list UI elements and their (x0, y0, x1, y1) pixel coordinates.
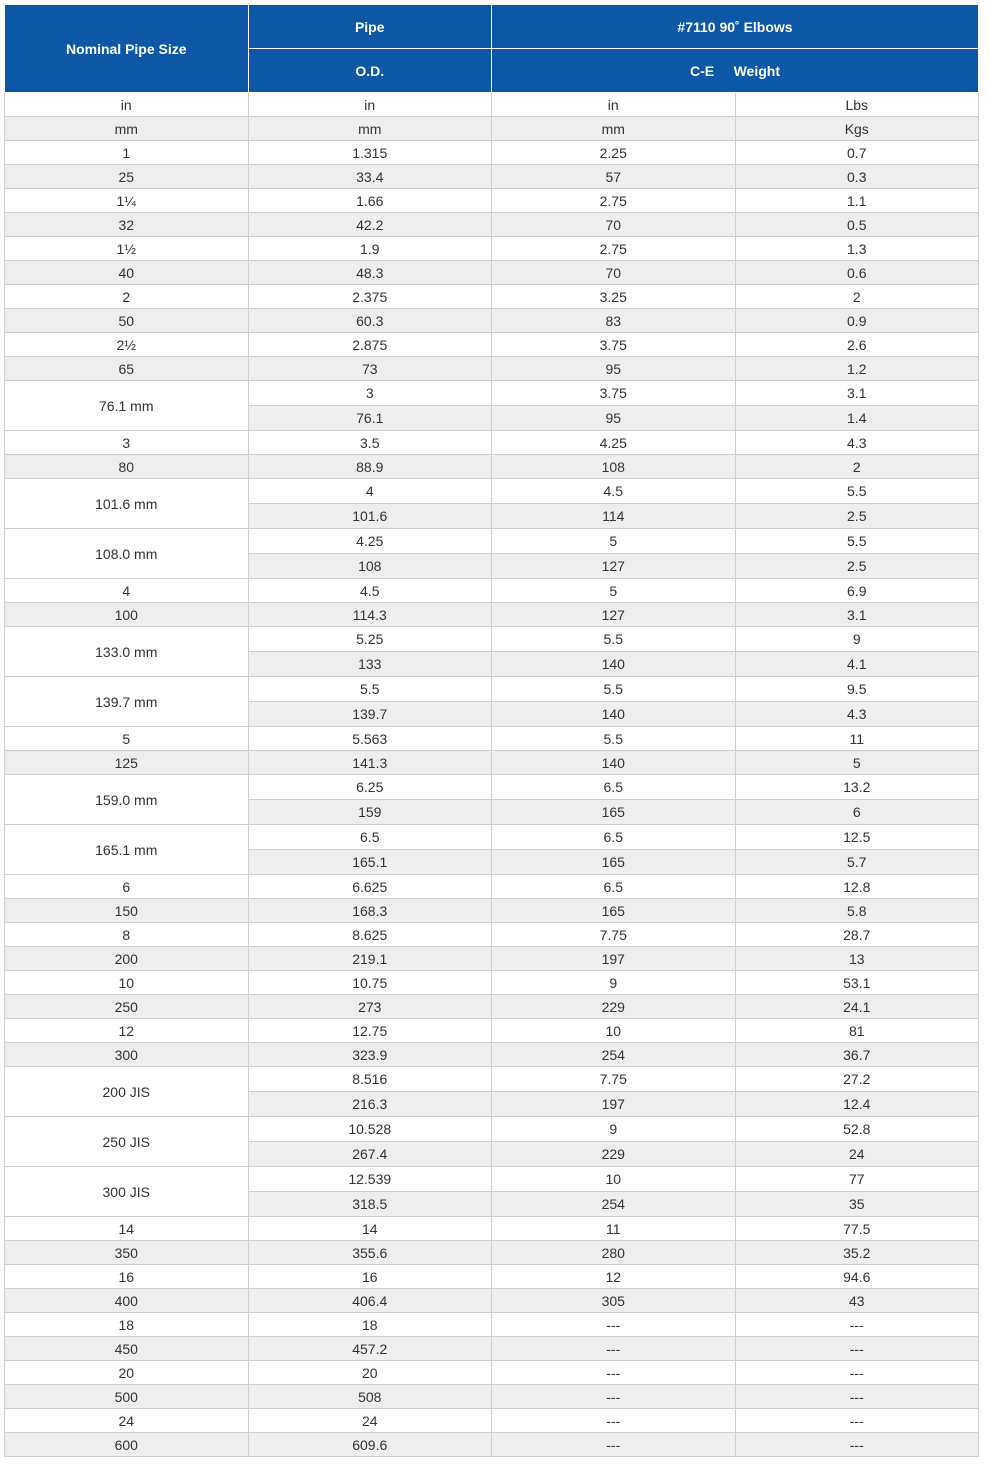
table-cell: --- (492, 1409, 736, 1433)
table-cell: 0.6 (735, 261, 979, 285)
table-cell: 4.3 (735, 431, 979, 455)
table-cell: 6 (5, 875, 249, 899)
table-cell: 8 (5, 923, 249, 947)
table-cell: 133.0 mm (5, 627, 249, 677)
table-cell: 3.1 (735, 603, 979, 627)
table-cell: 4.25 (248, 529, 492, 554)
table-row (5, 1241, 979, 1265)
table-cell: 159.0 mm (5, 775, 249, 825)
table-cell: 108 (492, 455, 736, 479)
table-row (5, 1117, 979, 1142)
table-cell: 18 (5, 1313, 249, 1337)
table-cell: 13 (735, 947, 979, 971)
header-nominal-pipe-size: Nominal Pipe Size (5, 5, 249, 93)
table-cell: 4.5 (248, 579, 492, 603)
table-cell: 100 (5, 603, 249, 627)
table-cell: 32 (5, 213, 249, 237)
table-cell: 5 (5, 727, 249, 751)
table-cell: 35 (735, 1192, 979, 1217)
table-cell: --- (735, 1313, 979, 1337)
table-row (5, 727, 979, 751)
table-cell: 2½ (5, 333, 249, 357)
table-cell: 94.6 (735, 1265, 979, 1289)
table-cell: 108 (248, 554, 492, 579)
table-cell: 165 (492, 850, 736, 875)
table-cell: 114.3 (248, 603, 492, 627)
table-row (5, 309, 979, 333)
table-row (5, 237, 979, 261)
table-cell: 20 (5, 1361, 249, 1385)
table-cell: 6.625 (248, 875, 492, 899)
table-cell: 457.2 (248, 1337, 492, 1361)
table-cell: 52.8 (735, 1117, 979, 1142)
table-cell: 273 (248, 995, 492, 1019)
header-pipe: Pipe (248, 5, 492, 49)
table-cell: --- (735, 1337, 979, 1361)
table-cell: 280 (492, 1241, 736, 1265)
table-cell: 11 (492, 1217, 736, 1241)
table-row (5, 775, 979, 800)
table-cell: 12.5 (735, 825, 979, 850)
table-cell: 1½ (5, 237, 249, 261)
table-row (5, 357, 979, 381)
table-cell: --- (492, 1385, 736, 1409)
table-cell: 4 (248, 479, 492, 504)
table-cell: 95 (492, 406, 736, 431)
table-row (5, 381, 979, 406)
table-cell: 101.6 mm (5, 479, 249, 529)
table-cell: 9 (492, 971, 736, 995)
table-cell: 16 (248, 1265, 492, 1289)
table-cell: 12 (5, 1019, 249, 1043)
table-cell: --- (492, 1313, 736, 1337)
table-cell: 300 JIS (5, 1167, 249, 1217)
table-cell: 24 (248, 1409, 492, 1433)
table-cell: 11 (735, 727, 979, 751)
table-cell: 165 (492, 800, 736, 825)
table-cell: 10.528 (248, 1117, 492, 1142)
table-cell: 4.5 (492, 479, 736, 504)
table-cell: 197 (492, 947, 736, 971)
table-cell: 2 (735, 455, 979, 479)
table-cell: 254 (492, 1192, 736, 1217)
table-cell: 10 (5, 971, 249, 995)
table-cell: 133 (248, 652, 492, 677)
table-row (5, 995, 979, 1019)
table-cell: 2.6 (735, 333, 979, 357)
table-cell: 77.5 (735, 1217, 979, 1241)
table-cell: 165.1 (248, 850, 492, 875)
table-cell: 229 (492, 995, 736, 1019)
table-row (5, 1217, 979, 1241)
table-cell: 6.9 (735, 579, 979, 603)
table-cell: 229 (492, 1142, 736, 1167)
table-cell: 3.1 (735, 381, 979, 406)
table-cell: 9 (492, 1117, 736, 1142)
table-row (5, 165, 979, 189)
table-row (5, 529, 979, 554)
table-row (5, 189, 979, 213)
table-cell: 6 (735, 800, 979, 825)
table-cell: 10 (492, 1167, 736, 1192)
table-cell: --- (492, 1361, 736, 1385)
table-cell: 2.25 (492, 141, 736, 165)
table-cell: in (248, 93, 492, 117)
table-cell: Lbs (735, 93, 979, 117)
table-row (5, 677, 979, 702)
table-cell: mm (5, 117, 249, 141)
table-cell: 2.75 (492, 237, 736, 261)
table-cell: 400 (5, 1289, 249, 1313)
table-cell: 5.25 (248, 627, 492, 652)
table-cell: 125 (5, 751, 249, 775)
table-cell: 2 (5, 285, 249, 309)
table-cell: 35.2 (735, 1241, 979, 1265)
table-cell: 2.5 (735, 504, 979, 529)
table-row (5, 431, 979, 455)
table-cell: 5 (492, 529, 736, 554)
header-ce: C-E (690, 62, 715, 79)
header-weight: Weight (733, 62, 780, 79)
table-cell: 114 (492, 504, 736, 529)
table-cell: 12.4 (735, 1092, 979, 1117)
table-cell: 57 (492, 165, 736, 189)
table-cell: 140 (492, 702, 736, 727)
table-row (5, 141, 979, 165)
table-cell: 24 (5, 1409, 249, 1433)
table-cell: 7.75 (492, 923, 736, 947)
table-cell: Kgs (735, 117, 979, 141)
table-cell: 5.7 (735, 850, 979, 875)
table-cell: 508 (248, 1385, 492, 1409)
table-cell: 250 (5, 995, 249, 1019)
table-cell: 140 (492, 652, 736, 677)
table-cell: 14 (5, 1217, 249, 1241)
table-cell: 12 (492, 1265, 736, 1289)
table-cell: 5.5 (248, 677, 492, 702)
table-cell: 4.25 (492, 431, 736, 455)
table-cell: mm (248, 117, 492, 141)
table-cell: 65 (5, 357, 249, 381)
table-cell: 5.8 (735, 899, 979, 923)
table-row (5, 579, 979, 603)
table-cell: 350 (5, 1241, 249, 1265)
table-cell: 24.1 (735, 995, 979, 1019)
table-cell: 141.3 (248, 751, 492, 775)
table-cell: --- (735, 1433, 979, 1457)
table-cell: 305 (492, 1289, 736, 1313)
table-cell: 7.75 (492, 1067, 736, 1092)
table-cell: 1.2 (735, 357, 979, 381)
table-cell: 2.875 (248, 333, 492, 357)
table-cell: 20 (248, 1361, 492, 1385)
header-od: O.D. (248, 49, 492, 93)
table-cell: 9.5 (735, 677, 979, 702)
table-cell: 165.1 mm (5, 825, 249, 875)
table-cell: 76.1 mm (5, 381, 249, 431)
table-cell: 267.4 (248, 1142, 492, 1167)
table-cell: 4.3 (735, 702, 979, 727)
table-cell: 83 (492, 309, 736, 333)
table-cell: 43 (735, 1289, 979, 1313)
table-row (5, 1043, 979, 1067)
table-cell: 139.7 mm (5, 677, 249, 727)
table-cell: 25 (5, 165, 249, 189)
table-cell: 81 (735, 1019, 979, 1043)
table-row (5, 479, 979, 504)
table-row (5, 285, 979, 309)
table-row (5, 627, 979, 652)
table-cell: 5.5 (735, 529, 979, 554)
table-cell: 3.25 (492, 285, 736, 309)
table-row (5, 261, 979, 285)
table-row (5, 1019, 979, 1043)
table-row (5, 1385, 979, 1409)
table-row (5, 1289, 979, 1313)
table-cell: 3.5 (248, 431, 492, 455)
table-cell: 42.2 (248, 213, 492, 237)
table-cell: 5.5 (735, 479, 979, 504)
table-cell: 1.9 (248, 237, 492, 261)
table-cell: 12.75 (248, 1019, 492, 1043)
table-cell: 33.4 (248, 165, 492, 189)
table-cell: 2.375 (248, 285, 492, 309)
table-cell: 600 (5, 1433, 249, 1457)
table-cell: 6.5 (492, 775, 736, 800)
table-cell: 165 (492, 899, 736, 923)
table-body (5, 93, 979, 1457)
table-cell: 2.5 (735, 554, 979, 579)
table-cell: 219.1 (248, 947, 492, 971)
table-cell: 10.75 (248, 971, 492, 995)
table-row (5, 1361, 979, 1385)
table-cell: 12.8 (735, 875, 979, 899)
table-row (5, 751, 979, 775)
table-cell: 10 (492, 1019, 736, 1043)
table-row (5, 923, 979, 947)
table-cell: 250 JIS (5, 1117, 249, 1167)
table-cell: 1.3 (735, 237, 979, 261)
table-row (5, 947, 979, 971)
table-row (5, 603, 979, 627)
table-cell: 36.7 (735, 1043, 979, 1067)
table-cell: 1.315 (248, 141, 492, 165)
table-cell: 13.2 (735, 775, 979, 800)
table-row (5, 1067, 979, 1092)
table-cell: 355.6 (248, 1241, 492, 1265)
table-cell: 6.25 (248, 775, 492, 800)
table-cell: 1.4 (735, 406, 979, 431)
table-cell: 5.563 (248, 727, 492, 751)
table-cell: 27.2 (735, 1067, 979, 1092)
table-cell: 2.75 (492, 189, 736, 213)
table-row (5, 1409, 979, 1433)
table-cell: 28.7 (735, 923, 979, 947)
table-cell: 5 (735, 751, 979, 775)
table-cell: 18 (248, 1313, 492, 1337)
table-cell: 127 (492, 554, 736, 579)
table-cell: 53.1 (735, 971, 979, 995)
table-cell: 216.3 (248, 1092, 492, 1117)
table-cell: 150 (5, 899, 249, 923)
table-cell: 108.0 mm (5, 529, 249, 579)
table-row (5, 93, 979, 117)
table-cell: 139.7 (248, 702, 492, 727)
table-header (5, 5, 979, 93)
table-cell: 450 (5, 1337, 249, 1361)
table-cell: 95 (492, 357, 736, 381)
table-row (5, 117, 979, 141)
table-cell: 3.75 (492, 333, 736, 357)
table-cell: --- (492, 1337, 736, 1361)
table-cell: 406.4 (248, 1289, 492, 1313)
table-cell: 3 (5, 431, 249, 455)
table-cell: 609.6 (248, 1433, 492, 1457)
table-cell: 127 (492, 603, 736, 627)
table-row (5, 333, 979, 357)
table-cell: 48.3 (248, 261, 492, 285)
table-cell: 5.5 (492, 627, 736, 652)
table-cell: 0.5 (735, 213, 979, 237)
table-cell: 8.625 (248, 923, 492, 947)
table-cell: 300 (5, 1043, 249, 1067)
table-cell: 168.3 (248, 899, 492, 923)
table-cell: 197 (492, 1092, 736, 1117)
table-cell: 70 (492, 213, 736, 237)
table-row (5, 1433, 979, 1457)
table-cell: 3.75 (492, 381, 736, 406)
table-row (5, 899, 979, 923)
table-cell: 70 (492, 261, 736, 285)
table-row (5, 971, 979, 995)
table-cell: 24 (735, 1142, 979, 1167)
table-cell: 323.9 (248, 1043, 492, 1067)
table-cell: 1 (5, 141, 249, 165)
table-cell: 5.5 (492, 677, 736, 702)
elbow-dimensions-table (4, 4, 979, 1457)
header-ce-weight (492, 49, 979, 93)
table-cell: 14 (248, 1217, 492, 1241)
table-cell: 200 (5, 947, 249, 971)
table-row (5, 213, 979, 237)
header-product-title: #7110 90˚ Elbows (492, 5, 979, 49)
table-cell: 5 (492, 579, 736, 603)
table-cell: 80 (5, 455, 249, 479)
table-cell: --- (735, 1385, 979, 1409)
table-cell: 12.539 (248, 1167, 492, 1192)
table-cell: 4.1 (735, 652, 979, 677)
table-cell: --- (492, 1433, 736, 1457)
table-cell: 5.5 (492, 727, 736, 751)
table-row (5, 455, 979, 479)
table-cell: mm (492, 117, 736, 141)
table-cell: 50 (5, 309, 249, 333)
table-row (5, 825, 979, 850)
table-row (5, 875, 979, 899)
table-row (5, 1313, 979, 1337)
table-cell: 159 (248, 800, 492, 825)
table-cell: 0.9 (735, 309, 979, 333)
table-cell: in (492, 93, 736, 117)
table-cell: 60.3 (248, 309, 492, 333)
table-cell: 6.5 (492, 825, 736, 850)
table-cell: 9 (735, 627, 979, 652)
table-cell: 40 (5, 261, 249, 285)
table-cell: 1.66 (248, 189, 492, 213)
table-cell: 16 (5, 1265, 249, 1289)
table-cell: 200 JIS (5, 1067, 249, 1117)
table-cell: 0.7 (735, 141, 979, 165)
table-cell: 8.516 (248, 1067, 492, 1092)
table-row (5, 1265, 979, 1289)
table-cell: 140 (492, 751, 736, 775)
table-cell: in (5, 93, 249, 117)
table-cell: 1¼ (5, 189, 249, 213)
table-cell: 6.5 (492, 875, 736, 899)
table-cell: 76.1 (248, 406, 492, 431)
table-cell: 2 (735, 285, 979, 309)
table-cell: 3 (248, 381, 492, 406)
table-cell: --- (735, 1361, 979, 1385)
table-cell: 101.6 (248, 504, 492, 529)
table-cell: 1.1 (735, 189, 979, 213)
table-cell: 4 (5, 579, 249, 603)
table-cell: 318.5 (248, 1192, 492, 1217)
table-cell: 6.5 (248, 825, 492, 850)
table-container (4, 4, 978, 1457)
table-row (5, 1337, 979, 1361)
table-row (5, 1167, 979, 1192)
table-cell: 500 (5, 1385, 249, 1409)
table-cell: 77 (735, 1167, 979, 1192)
table-cell: 0.3 (735, 165, 979, 189)
table-cell: 88.9 (248, 455, 492, 479)
table-cell: 73 (248, 357, 492, 381)
table-cell: 254 (492, 1043, 736, 1067)
table-cell: --- (735, 1409, 979, 1433)
